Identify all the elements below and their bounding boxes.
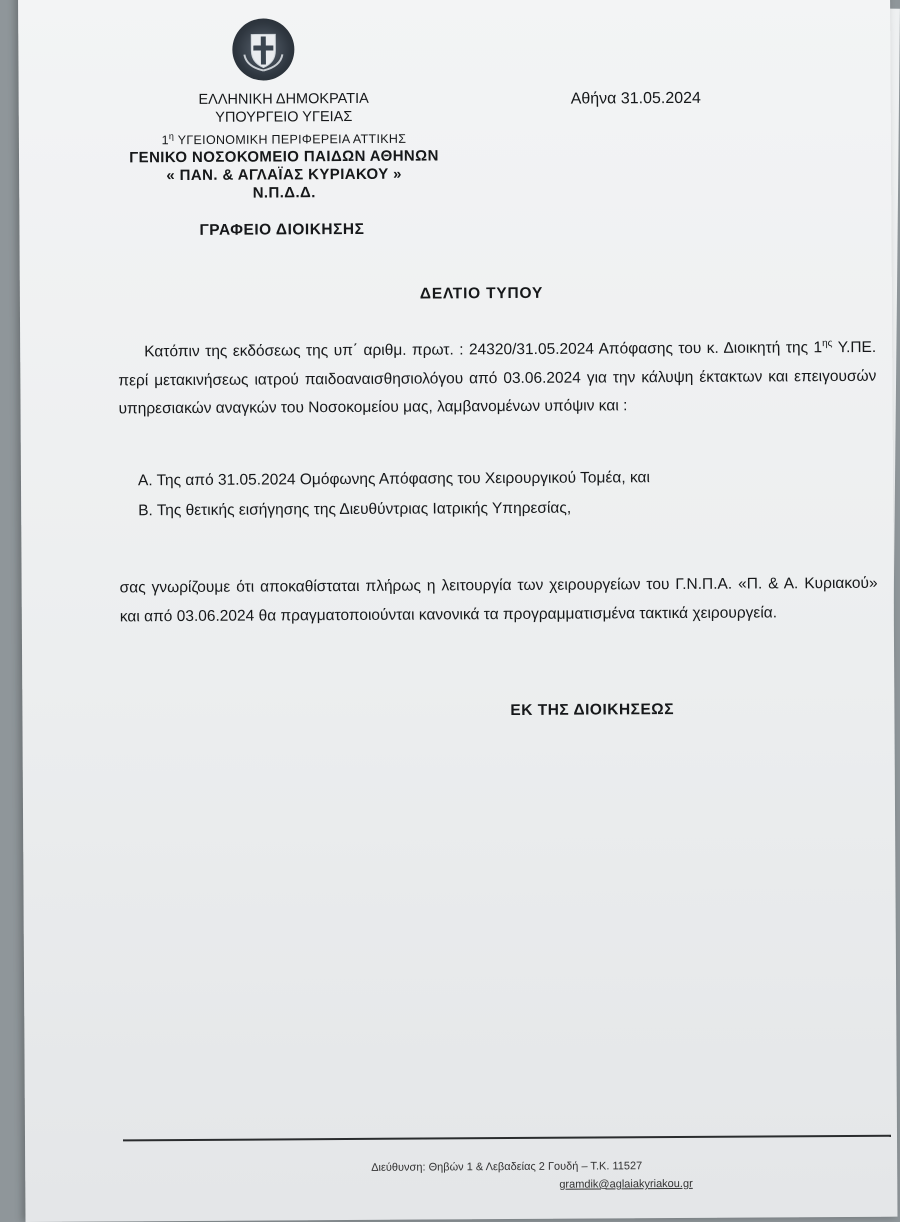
body-paragraph: Κατόπιν της εκδόσεως της υπ΄ αριθμ. πρωτ. : 24320/31.05.2024 Απόφασης του κ. Διοικητή της $1^{\eta\varsigma}$ Υ.ΠΕ. περί μετακινήσεως ιατρού παιδοαναισθησιολόγου από 03.06.2024 για την κάλυψη έκτακτων και επειγουσών υπηρεσιακών αναγκών του Νοσοκομείου μας, λαμβανομένων υπόψιν και : bbox=[118, 338, 877, 418]
letterhead-hospital: ΓΕΝΙΚΟ ΝΟΣΟΚΟΜΕΙΟ ΠΑΙΔΩΝ ΑΘΗΝΩΝ bbox=[129, 147, 439, 167]
footer-address: Διεύθυνση: Θηβών 1 & Λεβαδείας 2 Γουδή – Τ.Κ. 11527 bbox=[371, 1160, 643, 1174]
shield-cross-icon bbox=[240, 26, 286, 72]
letterhead-region: $1^\eta$ ΥΓΕΙΟΝΟΜΙΚΗ ΠΕΡΙΦΕΡΕΙΑ ΑΤΤΙΚΗΣ bbox=[161, 131, 407, 148]
document-date: Αθήνα 31.05.2024 bbox=[570, 89, 701, 108]
signoff: ΕΚ ΤΗΣ ΔΙΟΙΚΗΣΕΩΣ bbox=[510, 701, 675, 720]
letterhead-country: ΕΛΛΗΝΙΚΗ ΔΗΜΟΚΡΑΤΙΑ bbox=[198, 90, 369, 108]
document-title: ΔΕΛΤΙΟ ΤΥΠΟΥ bbox=[419, 284, 544, 303]
email-link[interactable]: gramdik@aglaiakyriakou.gr bbox=[559, 1177, 693, 1191]
conclusion-paragraph: σας γνωρίζουμε ότι αποκαθίσταται πλήρως η λειτουργία των χειρουργείων του Γ.Ν.Π.Α. «Π. & Α. Κυριακού» και από 03.06.2024 θα πραγματοποιούνται κανονικά τα προγραμματισμένα τακτικά χειρουργεία. bbox=[119, 574, 878, 625]
issuing-office: ΓΡΑΦΕΙΟ ΔΙΟΙΚΗΣΗΣ bbox=[199, 220, 365, 239]
letterhead-ministry: ΥΠΟΥΡΓΕΙΟ ΥΓΕΙΑΣ bbox=[215, 108, 353, 126]
list-item: Β. Της θετικής εισήγησης της Διευθύντριας Ιατρικής Υπηρεσίας, bbox=[138, 499, 572, 520]
coat-of-arms-icon bbox=[232, 18, 294, 80]
footer-email bbox=[559, 1178, 693, 1191]
letterhead-hospital-name: « ΠΑΝ. & ΑΓΛΑΪΑΣ ΚΥΡΙΑΚΟΥ » bbox=[166, 165, 402, 185]
letterhead bbox=[99, 89, 470, 203]
list-item: Α. Της από 31.05.2024 Ομόφωνης Απόφασης του Χειρουργικού Τομέα, και bbox=[137, 469, 650, 490]
document-page bbox=[18, 0, 897, 1222]
footer-divider bbox=[123, 1135, 891, 1142]
letterhead-legal-form: Ν.Π.Δ.Δ. bbox=[252, 184, 316, 202]
